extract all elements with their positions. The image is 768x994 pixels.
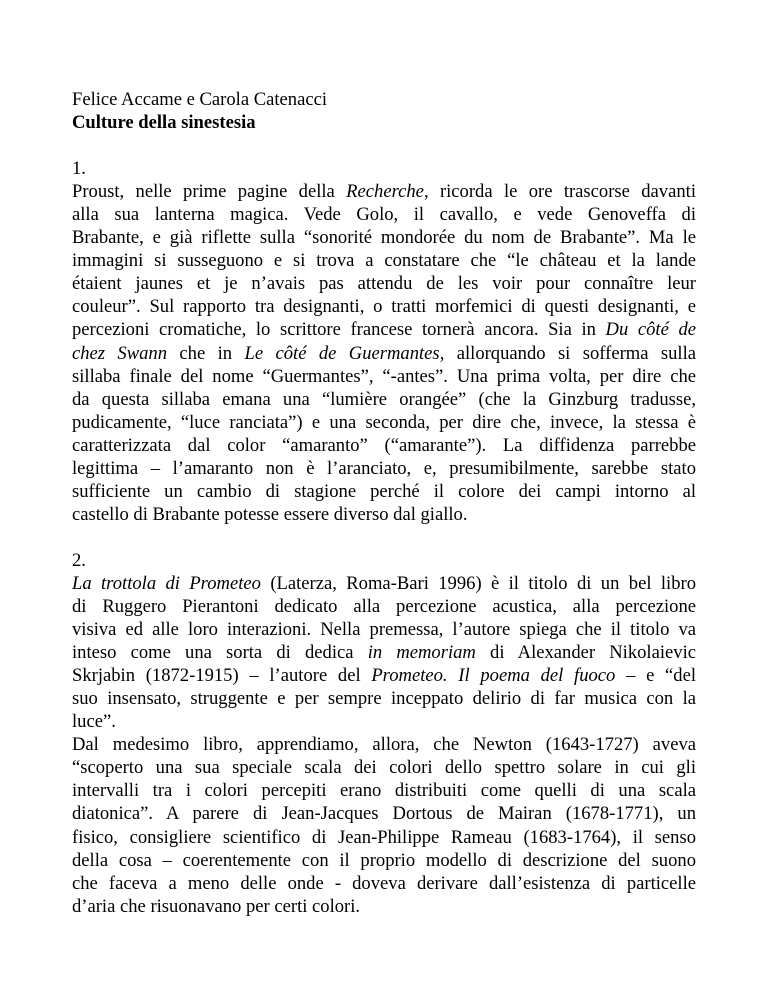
text-run: (Laterza, Roma-Bari 1996) è il titolo di un bel libro: [260, 572, 696, 594]
text-line: [72, 272, 696, 295]
text-run: couleur”. Sul rapporto tra designanti, o tratti morfemici di questi designanti, e: [72, 296, 696, 318]
text-line: [72, 802, 696, 825]
text-line: [72, 226, 696, 249]
text-run: Skrjabin (1872-1915) – l’autore del: [72, 665, 372, 687]
text-run: Dal medesimo libro, apprendiamo, allora, che Newton (1643-1727) aveva: [72, 734, 696, 756]
text-line: [72, 457, 696, 480]
text-run: suo insensato, struggente e per sempre inceppato delirio di far musica con la: [72, 688, 696, 710]
italic-text: La trottola di Prometeo: [72, 572, 261, 594]
text-line: [72, 618, 696, 641]
text-run: che faceva a meno delle onde - doveva derivare dall’esistenza di particelle: [72, 872, 696, 894]
text-run: caratterizzata dal color “amaranto” (“amarante”). La diffidenza parrebbe: [72, 434, 696, 456]
text-line: [72, 664, 696, 687]
text-run: – e “del: [615, 665, 696, 687]
section-1-paragraph: [72, 180, 696, 526]
italic-text: Du côté de: [605, 319, 696, 341]
authors-line: Felice Accame e Carola Catenacci: [72, 89, 328, 110]
text-run: alla sua lanterna magica. Vede Golo, il cavallo, e vede Genoveffa di: [72, 204, 696, 226]
text-run: pudicamente, “luce ranciata”) e una seconda, per dire che, invece, la stessa è: [72, 411, 696, 433]
text-line: [72, 710, 696, 733]
text-run: diatonica”. A parere di Jean-Jacques Dortous de Mairan (1678-1771), un: [72, 803, 696, 825]
text-run: immagini si susseguono e si trova a constatare che “le château et la lande: [72, 250, 696, 272]
text-line: [72, 641, 696, 664]
text-line: [72, 203, 696, 226]
text-run: della cosa – coerentemente con il proprio modello di descrizione del suono: [72, 849, 696, 871]
italic-text: in memoriam: [367, 642, 476, 664]
text-line: [72, 895, 696, 918]
text-line: [72, 365, 696, 388]
text-line: [72, 503, 696, 526]
text-line: [72, 826, 696, 849]
text-run: legittima – l’amaranto non è l’aranciato, e, presumibilmente, sarebbe stato: [72, 457, 696, 479]
text-run: “scoperto una sua speciale scala dei colori dello spettro solare in cui gli: [72, 757, 696, 779]
text-run: étaient jaunes et je n’avais pas attendu de les voir pour connaître leur: [72, 273, 696, 295]
text-run: intervalli tra i colori percepiti erano distribuiti come quelli di una scala: [72, 780, 696, 802]
text-run: castello di Brabante potesse essere diverso dal giallo.: [72, 503, 468, 525]
text-line: [72, 249, 696, 272]
text-run: d’aria che risuonavano per certi colori.: [72, 895, 361, 917]
text-run: di Ruggero Pierantoni dedicato alla percezione acustica, alla percezione: [72, 596, 696, 618]
text-line: [72, 342, 696, 365]
text-run: percezioni cromatiche, lo scrittore francese tornerà ancora. Sia in: [72, 319, 606, 341]
document-page: [72, 88, 696, 918]
text-line: [72, 572, 696, 595]
text-line: [72, 480, 696, 503]
italic-text: Le côté de Guermantes: [244, 342, 440, 364]
text-run: inteso come una sorta di dedica: [72, 642, 368, 664]
text-line: [72, 872, 696, 895]
text-run: visiva ed alle loro interazioni. Nella premessa, l’autore spiega che il titolo va: [72, 619, 696, 641]
section-1-number: 1.: [72, 158, 86, 180]
section-2-number: 2.: [72, 549, 86, 571]
italic-text: Prometeo. Il poema del fuoco: [371, 665, 616, 687]
text-line: [72, 687, 696, 710]
text-run: sillaba finale del nome “Guermantes”, “-antes”. Una prima volta, per dire che: [72, 365, 696, 387]
text-run: , ricorda le ore trascorse davanti: [423, 181, 696, 203]
spacer: [72, 134, 696, 157]
text-run: che in: [167, 342, 245, 364]
text-line: [72, 779, 696, 802]
text-run: sufficiente un cambio di stagione perché il colore dei campi intorno al: [72, 480, 696, 502]
text-line: [72, 411, 696, 434]
text-line: [72, 434, 696, 457]
italic-text: Recherche: [346, 181, 424, 203]
text-line: [72, 295, 696, 318]
text-line: [72, 388, 696, 411]
text-run: , allorquando si sofferma sulla: [439, 342, 696, 364]
text-run: fisico, consigliere scientifico di Jean-Philippe Rameau (1683-1764), il senso: [72, 826, 696, 848]
text-run: Brabante, e già riflette sulla “sonorité mondorée du nom de Brabante”. Ma le: [72, 227, 696, 249]
text-run: luce”.: [72, 711, 116, 733]
text-line: [72, 849, 696, 872]
text-run: di Alexander Nikolaievic: [475, 642, 696, 664]
text-line: [72, 595, 696, 618]
spacer: [72, 526, 696, 549]
section-2-paragraph: [72, 572, 696, 918]
text-run: Proust, nelle prime pagine della: [72, 181, 347, 203]
text-run: da questa sillaba emana una “lumière orangée” (che la Ginzburg tradusse,: [72, 388, 696, 410]
document-title: Culture della sinestesia: [72, 112, 256, 134]
text-line: [72, 756, 696, 779]
text-line: [72, 318, 696, 341]
text-line: [72, 733, 696, 756]
italic-text: chez Swann: [72, 342, 168, 364]
text-line: [72, 180, 696, 203]
